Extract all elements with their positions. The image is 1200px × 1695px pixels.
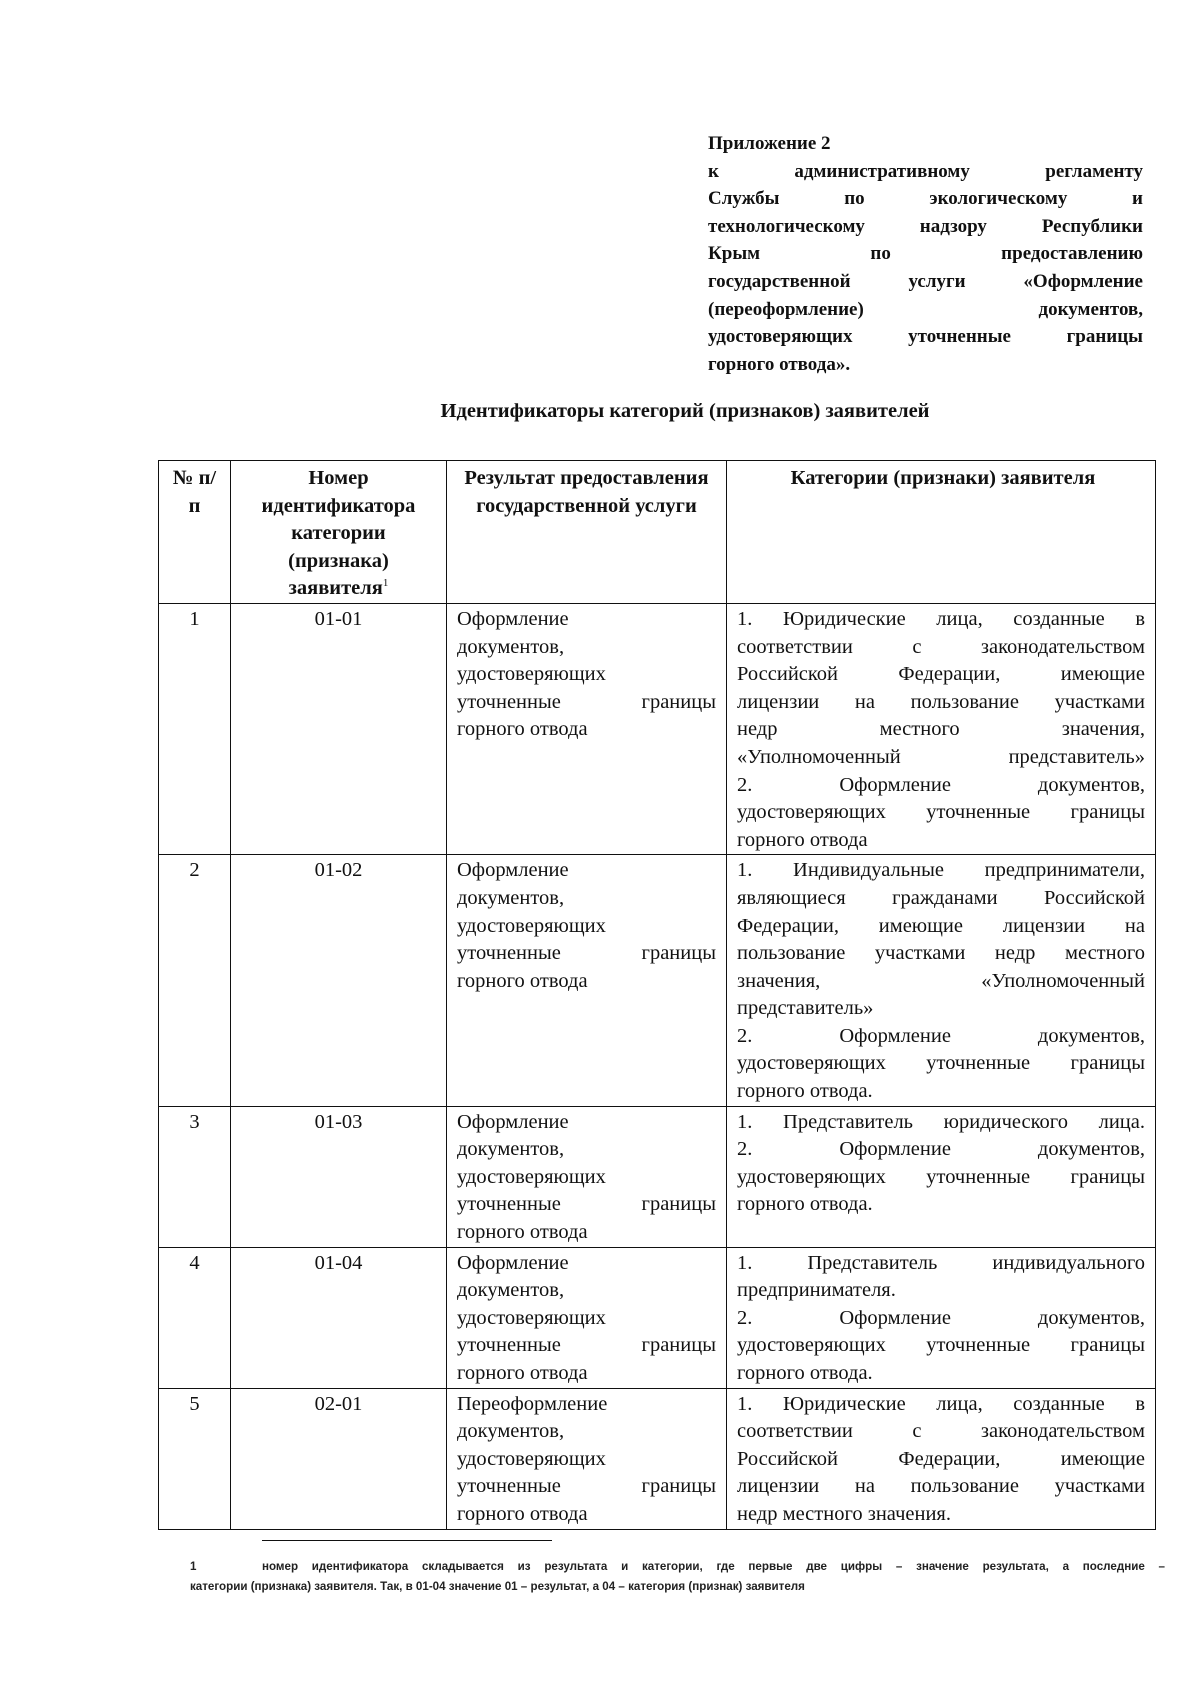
cell-result — [447, 1106, 727, 1247]
cell-category-line: 1. Представитель индивидуального — [737, 1251, 1145, 1274]
cell-category — [727, 1388, 1156, 1529]
header-num: № п/п — [159, 461, 231, 604]
appendix-line: Службы по экологическому и — [708, 188, 1143, 210]
appendix-line: (переоформление) документов, — [708, 298, 1143, 320]
table-row — [159, 1106, 1156, 1247]
cell-result-line: Переоформление — [457, 1392, 608, 1415]
cell-result-line: уточненные границы — [457, 942, 716, 965]
header-id — [231, 461, 447, 604]
cell-category-line: представитель» — [737, 997, 874, 1020]
appendix-line: Приложение 2 — [708, 133, 831, 154]
cell-category-line: 2. Оформление документов, — [737, 1024, 1145, 1047]
footnote — [190, 1557, 1165, 1597]
cell-num: 4 — [159, 1247, 231, 1388]
cell-category-line: предпринимателя. — [737, 1279, 896, 1302]
cell-category-line: являющиеся гражданами Российской — [737, 886, 1145, 909]
cell-category-line: соответствии с законодательством — [737, 1420, 1145, 1443]
cell-category — [727, 603, 1156, 854]
cell-category-line: пользование участками недр местного — [737, 942, 1145, 965]
cell-result-line: горного отвода — [457, 1221, 588, 1244]
appendix-line: государственной услуги «Оформление — [708, 270, 1143, 292]
cell-identifier: 02-01 — [231, 1388, 447, 1529]
cell-identifier: 01-01 — [231, 603, 447, 854]
cell-category-line: Российской Федерации, имеющие — [737, 663, 1145, 686]
cell-num: 2 — [159, 855, 231, 1106]
footnote-mark: 1 — [190, 1560, 197, 1573]
cell-result-line: уточненные границы — [457, 1334, 716, 1357]
cell-category-line: Федерации, имеющие лицензии на — [737, 914, 1145, 937]
cell-category-line: недр местного значения. — [737, 1502, 951, 1525]
cell-result-line: документов, — [457, 1138, 565, 1161]
cell-result-line: уточненные границы — [457, 1193, 716, 1216]
cell-result-line: горного отвода — [457, 1502, 588, 1525]
table-body — [159, 603, 1156, 1529]
cell-result-line: документов, — [457, 1279, 565, 1302]
cell-result — [447, 855, 727, 1106]
cell-category — [727, 1106, 1156, 1247]
cell-category-line: 1. Юридические лица, созданные в — [737, 1392, 1145, 1415]
cell-result-line: удостоверяющих — [457, 1165, 606, 1188]
cell-result-line: Оформление — [457, 1251, 569, 1274]
appendix-line: технологическому надзору Республики — [708, 215, 1143, 237]
cell-result-line: удостоверяющих — [457, 663, 606, 686]
cell-category — [727, 1247, 1156, 1388]
cell-result-line: удостоверяющих — [457, 914, 606, 937]
cell-category-line: горного отвода. — [737, 1362, 873, 1384]
cell-result-line: удостоверяющих — [457, 1306, 606, 1329]
header-result: Результат предоставления государственной услуги — [447, 461, 727, 604]
appendix-line: Крым по предоставлению — [708, 243, 1143, 265]
cell-category-line: удостоверяющих уточненные границы — [737, 1052, 1145, 1075]
cell-identifier: 01-03 — [231, 1106, 447, 1247]
table-header-row — [159, 461, 1156, 604]
cell-result-line: Оформление — [457, 607, 569, 630]
cell-category-line: 1. Юридические лица, созданные в — [737, 607, 1145, 630]
cell-category-line: горного отвода — [737, 828, 868, 851]
cell-category-line: лицензии на пользование участками — [737, 690, 1145, 713]
footnote-line — [190, 1557, 1165, 1577]
cell-result-line: документов, — [457, 886, 565, 909]
cell-category-line: удостоверяющих уточненные границы — [737, 1334, 1145, 1357]
appendix-line: горного отвода». — [708, 353, 851, 375]
document-title: Идентификаторы категорий (признаков) заявителей — [440, 400, 930, 422]
cell-result-line: документов, — [457, 635, 565, 658]
cell-result-line: горного отвода — [457, 969, 588, 992]
cell-category-line: недр местного значения, — [737, 718, 1145, 741]
cell-result — [447, 1247, 727, 1388]
footnote-divider — [262, 1540, 552, 1541]
table-row — [159, 855, 1156, 1106]
footnote-line: категории (признака) заявителя. Так, в 01-04 значение 01 – результат, а 04 – категория (признак) заявителя — [190, 1580, 805, 1593]
appendix-line: удостоверяющих уточненные границы — [708, 326, 1143, 348]
cell-result-line: Оформление — [457, 859, 569, 882]
cell-category-line: значения, «Уполномоченный — [737, 969, 1145, 992]
cell-category-line: лицензии на пользование участками — [737, 1475, 1145, 1498]
cell-result — [447, 603, 727, 854]
cell-category-line: удостоверяющих уточненные границы — [737, 801, 1145, 824]
cell-result-line: горного отвода — [457, 718, 588, 741]
cell-num: 1 — [159, 603, 231, 854]
cell-category-line: 2. Оформление документов, — [737, 1306, 1145, 1329]
cell-category-line: 2. Оформление документов, — [737, 773, 1145, 796]
cell-identifier: 01-02 — [231, 855, 447, 1106]
cell-result — [447, 1388, 727, 1529]
table-row — [159, 1247, 1156, 1388]
table-row — [159, 1388, 1156, 1529]
cell-result-line: документов, — [457, 1420, 565, 1443]
cell-category-line: 2. Оформлениe документов, — [737, 1138, 1145, 1161]
cell-category-line: горного отвода. — [737, 1080, 873, 1103]
cell-category-line: Российской Федерации, имеющие — [737, 1447, 1145, 1470]
footnote-text: номер идентификатора складывается из результата и категории, где первые две цифры – значение результата, а последние – — [262, 1560, 1165, 1573]
cell-identifier: 01-04 — [231, 1247, 447, 1388]
identifiers-table — [158, 460, 1156, 1530]
footnote-ref: 1 — [382, 577, 389, 590]
cell-result-line: горного отвода — [457, 1362, 588, 1384]
header-category: Категории (признаки) заявителя — [727, 461, 1156, 604]
cell-category-line: удостоверяющих уточненные границы — [737, 1165, 1145, 1188]
cell-category-line: горного отвода. — [737, 1193, 873, 1216]
appendix-line: к административному регламенту — [708, 160, 1143, 182]
cell-category-line: 1. Индивидуальные предприниматели, — [737, 859, 1145, 882]
appendix-block — [708, 130, 1143, 378]
cell-category-line: «Уполномоченный представитель» — [737, 745, 1145, 768]
cell-category-line: соответствии с законодательством — [737, 635, 1145, 658]
cell-result-line: уточненные границы — [457, 1475, 716, 1498]
header-id-text: Номер идентификатора категории (признака) заявителя — [261, 467, 416, 600]
table-row — [159, 603, 1156, 854]
cell-num: 5 — [159, 1388, 231, 1529]
cell-result-line: Оформление — [457, 1110, 569, 1133]
cell-result-line: уточненные границы — [457, 690, 716, 713]
cell-category-line: 1. Представитель юридического лица. — [737, 1110, 1145, 1133]
cell-category — [727, 855, 1156, 1106]
cell-result-line: удостоверяющих — [457, 1447, 606, 1470]
cell-num: 3 — [159, 1106, 231, 1247]
